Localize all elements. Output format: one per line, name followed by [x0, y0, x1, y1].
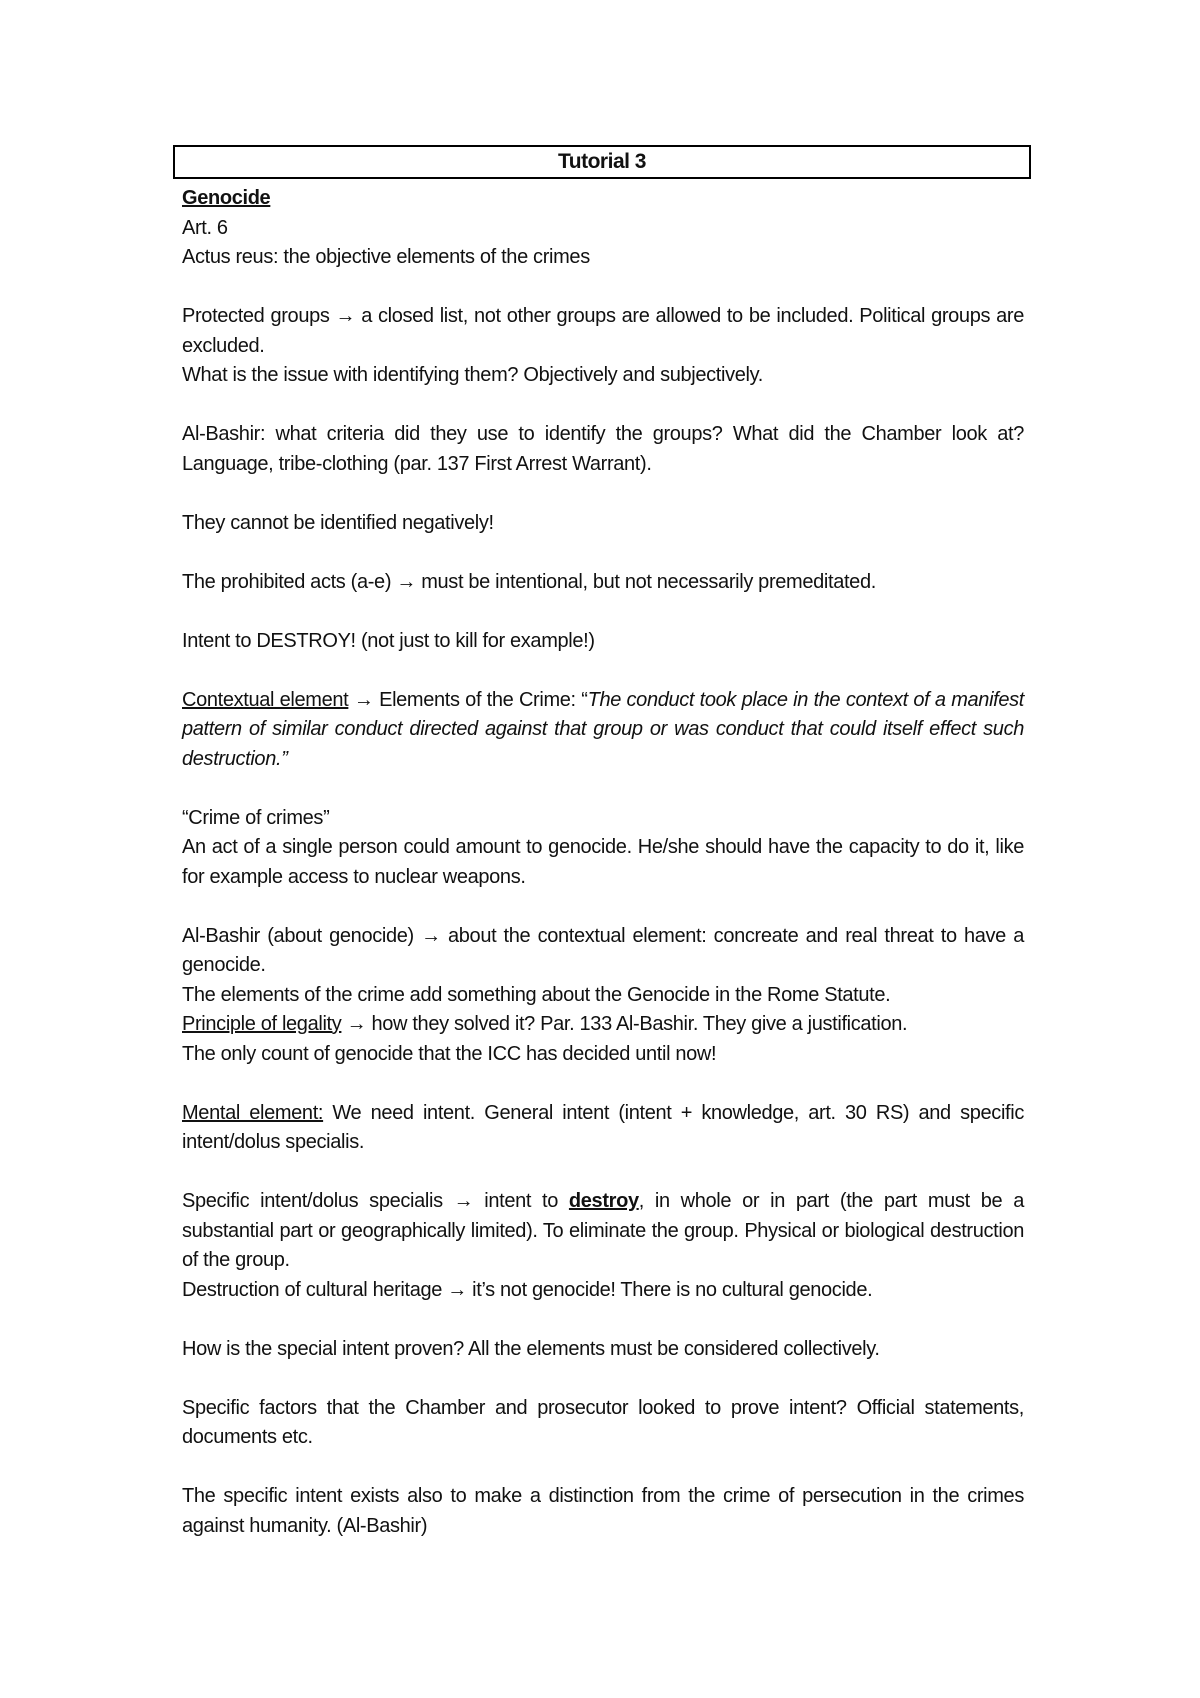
paragraph-albashir-genocide: Al-Bashir (about genocide) → about the contextual element: concreate and real threat to have a genocide.: [182, 924, 1024, 976]
paragraph-single-person: An act of a single person could amount to genocide. He/she should have the capacity to do it, like for example access to nuclear weapons.: [182, 836, 1024, 888]
text-line: Actus reus: the objective elements of the crimes: [182, 246, 590, 268]
paragraph-albashir-criteria: Al-Bashir: what criteria did they use to identify the groups? What did the Chamber look at? Language, tribe-clothing (par. 137 First Arrest Warrant).: [182, 423, 1024, 475]
paragraph-distinction: The specific intent exists also to make a distinction from the crime of persecution in the crimes against humanity. (Al-Bashir): [182, 1485, 1024, 1537]
text-line: Intent to DESTROY! (not just to kill for example!): [182, 629, 595, 652]
arrow-right-icon: →: [335, 305, 356, 327]
paragraph-prohibited-acts: The prohibited acts (a-e) → must be intentional, but not necessarily premeditated.: [182, 570, 876, 593]
paragraph-protected-groups: Protected groups → a closed list, not other groups are allowed to be included. Political groups are excluded.: [182, 305, 1024, 357]
paragraph-specific-intent: Specific intent/dolus specialis → intent to destroy, in whole or in part (the part must be a substantial part or geographically limited). To eliminate the group. Physical or biological destruction of the group.: [182, 1190, 1024, 1271]
page-title: Tutorial 3: [173, 145, 1031, 179]
arrow-right-icon: →: [421, 924, 441, 947]
document-body: [182, 184, 1024, 1541]
text-line: What is the issue with identifying them? Objectively and subjectively.: [182, 364, 763, 386]
paragraph-factors: Specific factors that the Chamber and prosecutor looked to prove intent? Official statements, documents etc.: [182, 1396, 1024, 1448]
section-heading: Genocide: [182, 187, 271, 209]
arrow-right-icon: →: [346, 1013, 367, 1035]
text-line: They cannot be identified negatively!: [182, 511, 494, 534]
text-line: The elements of the crime add something about the Genocide in the Rome Statute.: [182, 983, 891, 1006]
text-line: How is the special intent proven? All the elements must be considered collectively.: [182, 1337, 880, 1360]
arrow-right-icon: →: [453, 1190, 474, 1212]
paragraph-mental-element: Mental element: We need intent. General intent (intent + knowledge, art. 30 RS) and specific intent/dolus specialis.: [182, 1101, 1024, 1153]
text-line: The only count of genocide that the ICC has decided until now!: [182, 1042, 717, 1065]
arrow-right-icon: →: [353, 688, 374, 711]
arrow-right-icon: →: [447, 1278, 467, 1301]
arrow-right-icon: →: [396, 570, 417, 593]
paragraph-cultural-heritage: Destruction of cultural heritage → it’s not genocide! There is no cultural genocide.: [182, 1278, 873, 1301]
paragraph-contextual-element: Contextual element → Elements of the Crime: “The conduct took place in the context of a manifest pattern of similar conduct directed against that group or was conduct that could itself effect such destruction.”: [182, 688, 1025, 770]
text-line: Art. 6: [182, 216, 228, 239]
text-line: “Crime of crimes”: [182, 806, 330, 829]
paragraph-legality: Principle of legality → how they solved it? Par. 133 Al-Bashir. They give a justification.: [182, 1013, 908, 1035]
